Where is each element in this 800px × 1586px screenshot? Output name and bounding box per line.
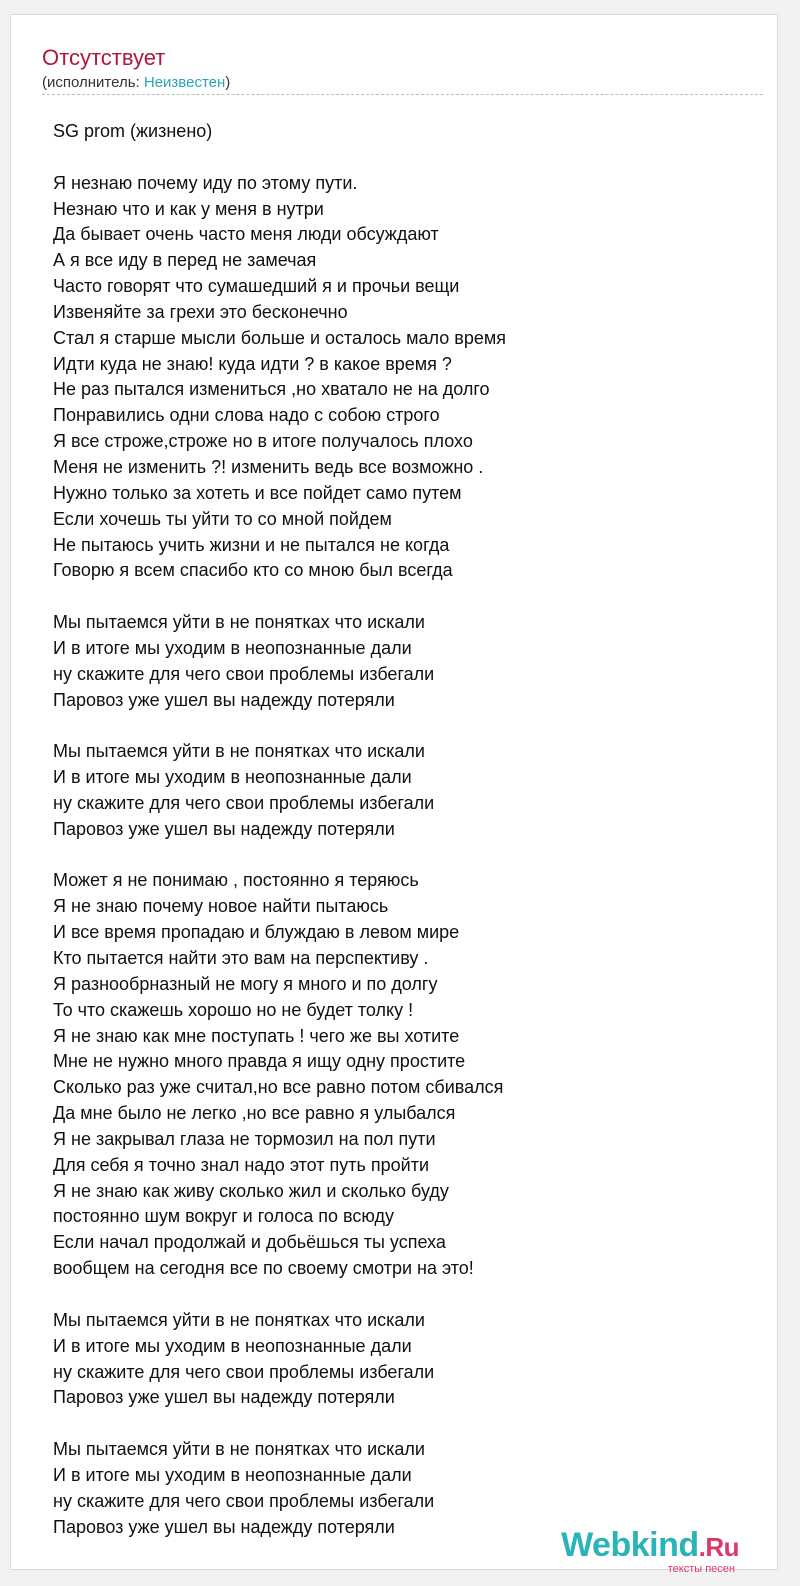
lyrics-line: Мне не нужно много правда я ищу одну простите	[53, 1051, 466, 1072]
lyrics-blank-line	[53, 713, 773, 739]
lyrics-line: Я не знаю как мне поступать ! чего же вы хотите	[53, 1025, 460, 1046]
lyrics-line: Паровоз уже ушел вы надежду потеряли	[53, 1516, 395, 1537]
lyrics-line: Может я не понимаю , постоянно я теряюсь	[53, 870, 419, 891]
lyrics-line: вообщем на сегодня все по своему смотри на это!	[53, 1258, 474, 1279]
lyrics-line: Я не знаю почему новое найти пытаюсь	[53, 896, 389, 917]
lyrics-line: Сколько раз уже считал,но все равно потом сбивался	[53, 1077, 504, 1098]
lyrics-line: Не пытаюсь учить жизни и не пытался не когда	[53, 534, 450, 555]
lyrics-line: Я не знаю как живу сколько жил и сколько буду	[53, 1180, 449, 1201]
song-title: Отсутствует	[42, 45, 166, 70]
logo-tagline: тексты песен	[667, 1563, 735, 1575]
lyrics-line: Меня не изменить ?! изменить ведь все возможно .	[53, 456, 484, 477]
lyrics-line: ну скажите для чего свои проблемы избегали	[53, 1490, 435, 1511]
artist-prefix: (исполнитель:	[42, 74, 144, 91]
lyrics-blank-line	[53, 145, 773, 171]
lyrics-line: Мы пытаемся уйти в не понятках что искали	[53, 1309, 425, 1330]
lyrics-line: Не раз пытался измениться ,но хватало не на долго	[53, 379, 490, 400]
lyrics-line: Кто пытается найти это вам на перспективу .	[53, 948, 429, 968]
artist-suffix: )	[225, 74, 231, 91]
lyrics-line: Понравились одни слова надо с собою строго	[53, 405, 440, 426]
lyrics-line: постоянно шум вокруг и голоса по всюду	[53, 1206, 394, 1227]
lyrics-line: ну скажите для чего свои проблемы избегали	[53, 792, 435, 813]
lyrics-line: Говорю я всем спасибо кто со мною был всегда	[53, 560, 453, 581]
lyrics-line: Я незнаю почему иду по этому пути.	[53, 172, 358, 193]
lyrics-line: А я все иду в перед не замечая	[53, 250, 317, 271]
lyrics-line: Нужно только за хотеть и все пойдет само путем	[53, 482, 462, 503]
lyrics-blank-line	[53, 843, 773, 869]
lyrics-line: Если хочешь ты уйти то со мной пойдем	[53, 508, 392, 529]
lyrics-line: Паровоз уже ушел вы надежду потеряли	[53, 689, 395, 710]
lyrics-line: Да мне было не легко ,но все равно я улыбался	[53, 1103, 456, 1124]
lyrics-line: И в итоге мы уходим в неопознанные дали	[53, 767, 412, 788]
lyrics-line: Мы пытаемся уйти в не понятках что искали	[53, 1439, 425, 1460]
lyrics-line: Я не закрывал глаза не тормозил на пол пути	[53, 1128, 436, 1149]
lyrics-line: Извеняйте за грехи это бесконечно	[53, 301, 348, 322]
lyrics-line: Да бывает очень часто меня люди обсуждают	[53, 224, 439, 245]
lyrics-line: Мы пытаемся уйти в не понятках что искали	[53, 612, 425, 633]
lyrics-blank-line	[53, 1411, 773, 1437]
lyrics-text	[53, 119, 773, 1540]
lyrics-line: SG prom (жизнено)	[53, 121, 213, 141]
lyrics-line: Паровоз уже ушел вы надежду потеряли	[53, 818, 395, 839]
lyrics-line: То что скажешь хорошо но не будет толку !	[53, 999, 414, 1020]
lyrics-line: И в итоге мы уходим в неопознанные дали	[53, 1464, 412, 1485]
lyrics-line: Если начал продолжай и добьёшься ты успеха	[53, 1232, 446, 1253]
lyrics-line: Мы пытаемся уйти в не понятках что искали	[53, 741, 425, 762]
lyrics-line: Паровоз уже ушел вы надежду потеряли	[53, 1387, 395, 1408]
lyrics-line: И все время пропадаю и блуждаю в левом мире	[53, 922, 460, 943]
webkind-logo[interactable]	[561, 1526, 739, 1575]
lyrics-line: Я разнообрназный не могу я много и по долгу	[53, 973, 438, 994]
lyrics-line: Незнаю что и как у меня в нутри	[53, 198, 324, 219]
lyrics-line: И в итоге мы уходим в неопознанные дали	[53, 637, 412, 658]
lyrics-line: И в итоге мы уходим в неопознанные дали	[53, 1335, 412, 1356]
dashed-divider	[42, 94, 763, 95]
artist-link[interactable]: Неизвестен	[143, 74, 226, 91]
lyrics-line: ну скажите для чего свои проблемы избегали	[53, 1361, 435, 1382]
lyrics-line: Для себя я точно знал надо этот путь пройти	[53, 1154, 430, 1175]
logo-web-text: Webkind	[561, 1526, 699, 1564]
lyrics-line: Я все строже,строже но в итоге получалось плохо	[53, 431, 473, 452]
lyrics-line: Часто говорят что сумашедший я и прочьи вещи	[53, 276, 460, 297]
lyrics-line: Стал я старше мысли больше и осталось мало время	[53, 327, 506, 348]
lyrics-card	[10, 14, 778, 1575]
lyrics-line: ну скажите для чего свои проблемы избегали	[53, 663, 435, 684]
logo-ru-text: .Ru	[698, 1532, 739, 1562]
lyrics-blank-line	[53, 1282, 773, 1308]
artist-line	[42, 73, 230, 93]
lyrics-blank-line	[53, 584, 773, 610]
lyrics-line: Идти куда не знаю! куда идти ? в какое время ?	[53, 353, 452, 374]
